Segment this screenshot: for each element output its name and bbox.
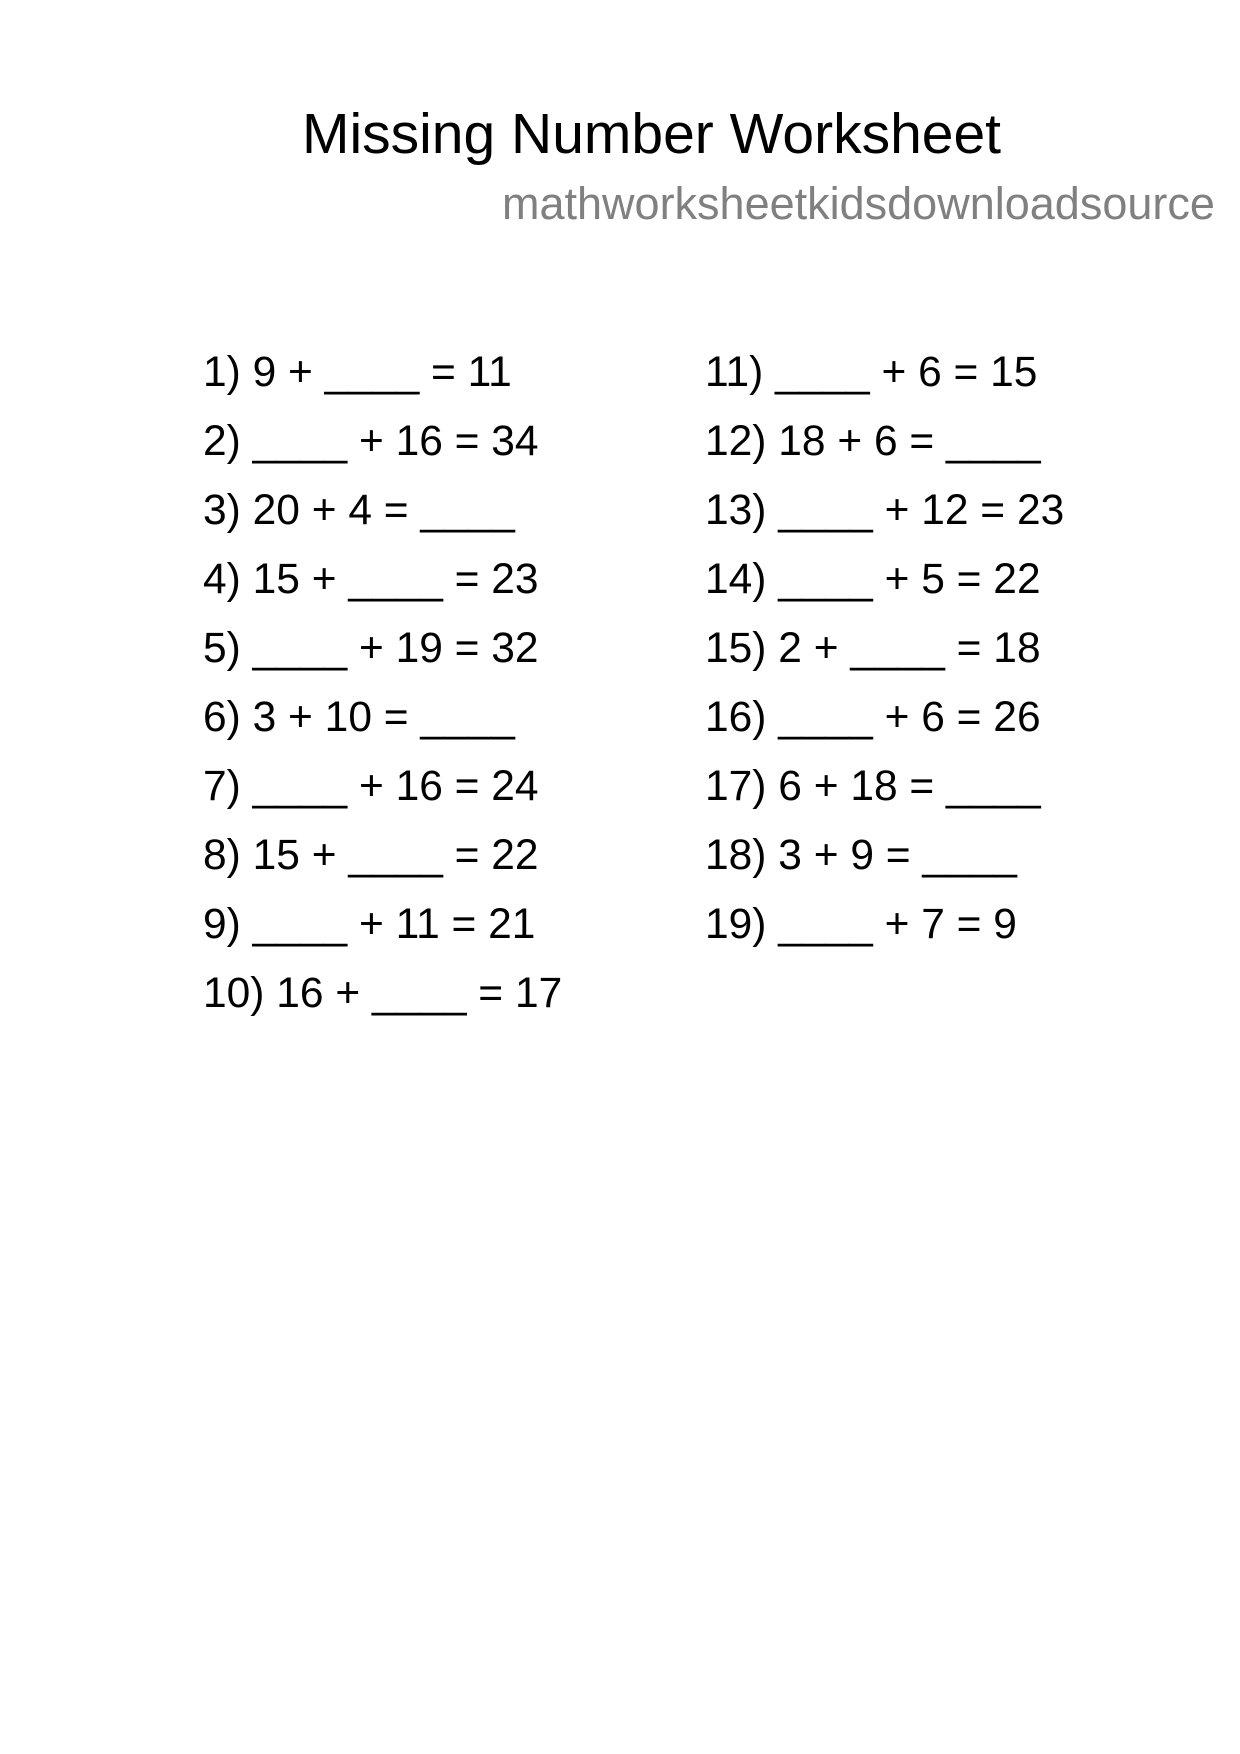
problem-expression: ____ + 11 = 21 <box>252 901 536 948</box>
problem-expression: 3 + 10 = ____ <box>252 694 515 741</box>
problem-number: 14) <box>705 556 767 603</box>
problem-expression: 3 + 9 = ____ <box>778 832 1017 879</box>
worksheet-source-subtitle: mathworksheetkidsdownloadsource <box>502 178 1215 229</box>
problem-number: 4) <box>203 556 241 603</box>
problem-19 <box>705 877 1064 972</box>
problem-number: 11) <box>705 349 764 396</box>
problem-expression: 2 + ____ = 18 <box>778 625 1041 672</box>
problem-number: 10) <box>203 970 265 1017</box>
problem-expression: ____ + 16 = 34 <box>252 418 539 465</box>
problem-10 <box>203 946 562 1041</box>
problem-number: 9) <box>203 901 241 948</box>
problem-column-left <box>203 351 562 1041</box>
problem-number: 19) <box>705 901 767 948</box>
problem-number: 6) <box>203 694 241 741</box>
problem-expression: ____ + 12 = 23 <box>778 487 1065 534</box>
problem-expression: ____ + 7 = 9 <box>778 901 1017 948</box>
problem-number: 3) <box>203 487 241 534</box>
problem-expression: ____ + 6 = 26 <box>778 694 1041 741</box>
problem-expression: 6 + 18 = ____ <box>778 763 1041 810</box>
problem-number: 1) <box>203 349 241 396</box>
worksheet-title: Missing Number Worksheet <box>302 102 1002 166</box>
problem-number: 16) <box>705 694 767 741</box>
problem-number: 5) <box>203 625 241 672</box>
problem-expression: 15 + ____ = 23 <box>252 556 539 603</box>
problem-expression: 18 + 6 = ____ <box>778 418 1041 465</box>
problem-expression: ____ + 16 = 24 <box>252 763 539 810</box>
problem-number: 8) <box>203 832 241 879</box>
problem-number: 7) <box>203 763 241 810</box>
problem-number: 18) <box>705 832 767 879</box>
problem-column-right <box>705 351 1064 972</box>
problem-expression: 20 + 4 = ____ <box>252 487 515 534</box>
problem-number: 13) <box>705 487 767 534</box>
problem-expression: 15 + ____ = 22 <box>252 832 539 879</box>
problem-number: 2) <box>203 418 241 465</box>
problem-expression: ____ + 19 = 32 <box>252 625 539 672</box>
problem-expression: ____ + 6 = 15 <box>775 349 1038 396</box>
problem-expression: 9 + ____ = 11 <box>252 349 512 396</box>
problem-number: 15) <box>705 625 767 672</box>
problem-number: 17) <box>705 763 767 810</box>
problem-expression: ____ + 5 = 22 <box>778 556 1041 603</box>
problem-expression: 16 + ____ = 17 <box>276 970 563 1017</box>
problem-number: 12) <box>705 418 767 465</box>
